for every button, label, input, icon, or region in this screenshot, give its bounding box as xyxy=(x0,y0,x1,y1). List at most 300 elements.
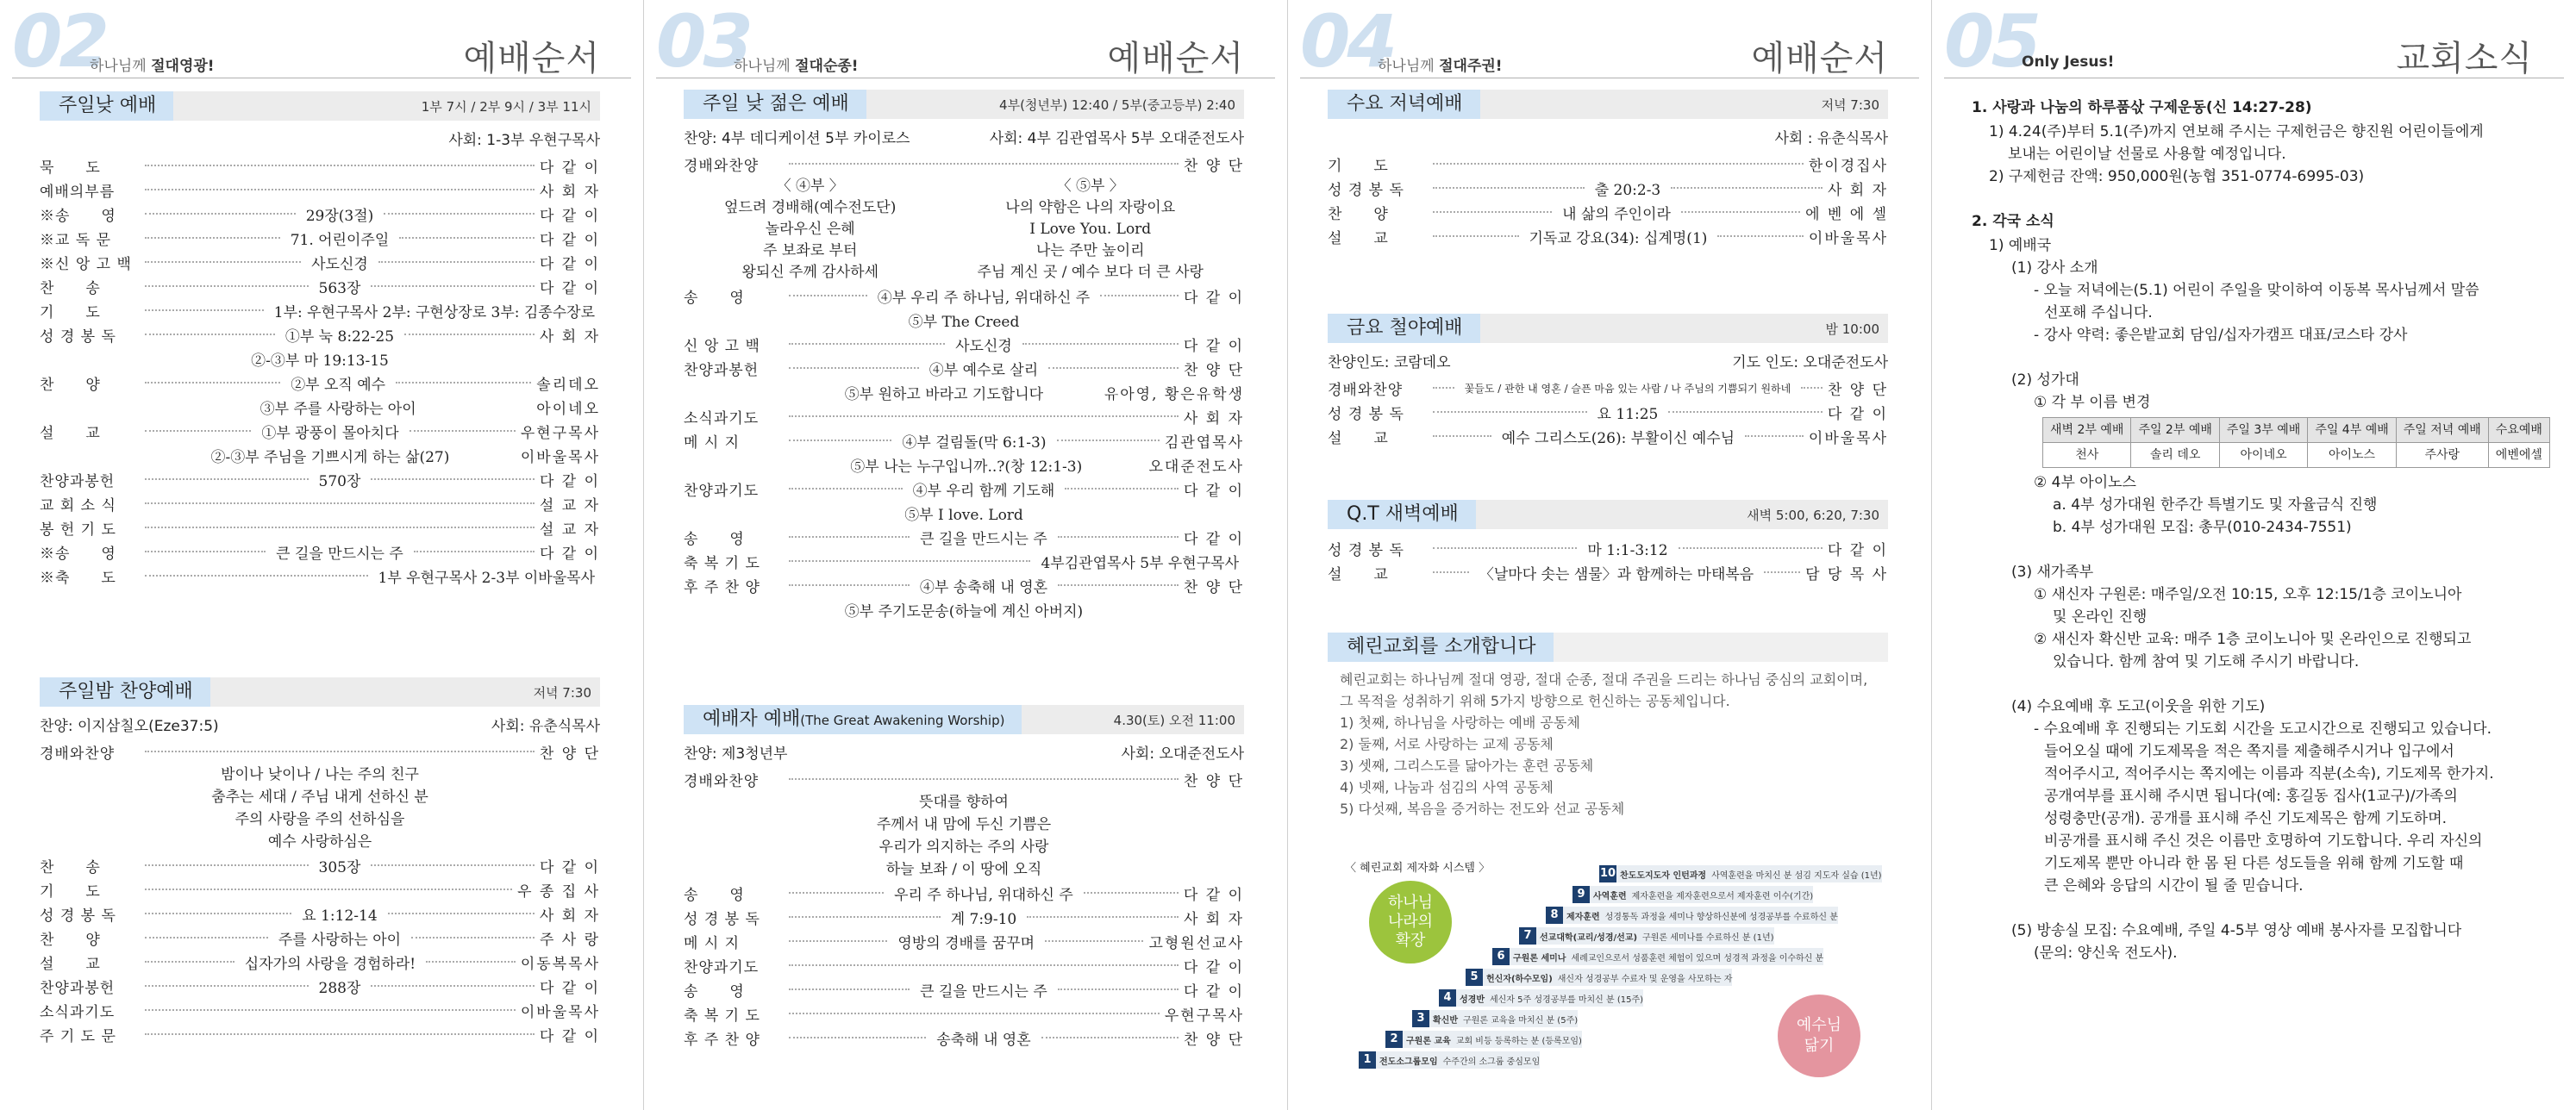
section-title-text: Q.T 새벽예배 xyxy=(1347,503,1459,525)
dotted-leader xyxy=(388,913,535,914)
order-person: 찬 양 단 xyxy=(1827,381,1889,399)
dotted-leader xyxy=(1058,988,1179,990)
church-news xyxy=(1972,97,2541,964)
order-row xyxy=(684,905,1244,929)
dotted-leader xyxy=(145,985,309,987)
page-02 xyxy=(0,0,644,1110)
step-number: 2 xyxy=(1385,1031,1403,1048)
order-label: 메 시 지 xyxy=(684,433,741,452)
discipleship-step xyxy=(1492,948,1823,965)
news-line: ② 새신자 확신반 교육: 매주 1층 코이노니아 및 온라인으로 진행되고 xyxy=(2034,631,2472,648)
presider: 기도 인도: 오대준전도사 xyxy=(1732,354,1888,371)
song-title: 밤이나 낮이나 / 나는 주의 친구 xyxy=(221,766,419,783)
order-item: ④부 우리 함께 기도해 xyxy=(912,482,1055,500)
table-cell: 아이네오 xyxy=(2219,443,2307,468)
order-item: 305장 xyxy=(318,858,361,876)
order-row xyxy=(684,767,1244,791)
step-number: 6 xyxy=(1492,948,1510,965)
order-label: 축 복 기 도 xyxy=(684,554,760,572)
order-person: 설 교 자 xyxy=(539,521,600,539)
page-number: 05 xyxy=(1944,0,2038,84)
dotted-leader xyxy=(1084,892,1179,894)
news-title-departments: 2. 각국 소식 xyxy=(1972,213,2054,230)
order-label: 송 영 xyxy=(684,289,745,307)
order-label: 기 도 xyxy=(40,882,101,901)
section-church-intro xyxy=(1328,633,1888,820)
dotted-leader xyxy=(145,165,535,166)
page-title: 예배순서 xyxy=(1751,39,1888,78)
news-line: 비공개를 표시해 주신 것은 이름만 호명하여 기도합니다. 우리 자신의 xyxy=(2044,832,2483,850)
section-title xyxy=(1328,500,1476,529)
news-line: 큰 은혜와 응답의 시간이 될 줄 믿습니다. xyxy=(2044,877,2304,895)
news-line: 보내는 어린이날 선물로 사용할 예정입니다. xyxy=(2008,146,2286,163)
page-slogan: 하나님께 절대순종! xyxy=(734,58,859,75)
order-person: 유아영, 황은유학생 xyxy=(1104,385,1244,403)
order-item: 내 삶의 주인이라 xyxy=(1562,205,1671,223)
order-person: 다 같 이 xyxy=(1183,482,1245,500)
order-label: 소식과기도 xyxy=(40,1003,116,1021)
order-row xyxy=(684,404,1244,428)
order-row xyxy=(40,443,600,467)
news-line: (1) 강사 소개 xyxy=(2011,259,2098,277)
section-title-text: 예배자 예배 xyxy=(703,708,801,730)
order-person: 찬 양 단 xyxy=(1183,1031,1245,1049)
news-line: 적어주시고, 적어주시는 쪽지에는 이름과 직분(소속), 기도제목 한가지. xyxy=(2044,765,2494,783)
discipleship-step xyxy=(1439,989,1643,1007)
dotted-leader xyxy=(1679,547,1823,549)
order-label: 찬양과봉헌 xyxy=(684,361,760,379)
order-person: 사 회 자 xyxy=(1183,409,1244,427)
order-row xyxy=(40,274,600,298)
step-number: 4 xyxy=(1439,989,1456,1007)
dotted-leader xyxy=(145,961,234,963)
dotted-leader xyxy=(1065,488,1179,490)
order-row xyxy=(684,452,1244,477)
table-cell: 에벤에셀 xyxy=(2488,443,2549,468)
order-row xyxy=(40,877,600,901)
news-line: 2) 구제헌금 잔액: 950,000원(농협 351-0774-6995-03) xyxy=(1989,168,2365,185)
order-person: 찬 양 단 xyxy=(539,745,600,763)
order-row xyxy=(684,597,1244,621)
order-item: ⑤부 주기도문송(하늘에 계신 아버지) xyxy=(844,602,1084,620)
order-label: 설 교 xyxy=(40,955,101,973)
dotted-leader xyxy=(145,575,368,577)
order-row xyxy=(1328,176,1888,200)
hymn-leader: 찬양: 4부 데디케이션 5부 카이로스 xyxy=(684,130,910,147)
dotted-leader xyxy=(789,1037,926,1038)
dotted-leader xyxy=(1681,211,1800,213)
order-label: 교 회 소 식 xyxy=(40,496,116,514)
intro-line: 4) 넷째, 나눔과 섬김의 사역 공동체 xyxy=(1340,779,1554,795)
dotted-leader xyxy=(1433,411,1587,413)
news-line: (5) 방송실 모집: 수요예배, 주일 4-5부 영상 예배 봉사자를 모집합니다 xyxy=(2011,922,2462,939)
order-label: 송 영 xyxy=(684,886,745,904)
dotted-leader xyxy=(789,916,941,918)
order-row xyxy=(40,395,600,419)
order-row xyxy=(40,202,600,226)
order-row xyxy=(40,153,600,178)
order-row xyxy=(1328,224,1888,248)
dotted-leader xyxy=(1433,187,1585,189)
step-name: 사역훈련 xyxy=(1593,891,1627,901)
dotted-leader xyxy=(1058,584,1179,586)
step-desc: 제자훈련을 제자훈련으로서 제자훈련 이수(기간) xyxy=(1631,891,1814,901)
order-person: 이바울목사 xyxy=(520,1003,600,1021)
order-label: ※교 독 문 xyxy=(40,231,112,249)
order-item: 288장 xyxy=(318,979,361,997)
step-number: 3 xyxy=(1412,1010,1429,1027)
dotted-leader xyxy=(1058,536,1179,538)
order-person: 다 같 이 xyxy=(539,231,601,249)
order-item: 예수 그리스도(26): 부활이신 예수님 xyxy=(1501,429,1735,447)
hymn-leader: 찬양인도: 코람데오 xyxy=(1328,354,1451,371)
order-item: ②-③부 주님을 기쁘시게 하는 삶(27) xyxy=(210,448,450,466)
hymn-leader: 찬양: 이지삼칠오(Eze37:5) xyxy=(40,718,219,735)
table-header-cell: 새벽 2부 예배 xyxy=(2043,418,2131,443)
step-name: 확신반 xyxy=(1433,1015,1458,1026)
order-label: ※송 영 xyxy=(40,545,116,563)
section-title-text: 주일낮 예배 xyxy=(59,95,157,116)
order-item: 큰 길을 만드시는 주 xyxy=(276,545,403,563)
order-person: 사 회 자 xyxy=(539,907,600,925)
news-line: ② 4부 아이노스 xyxy=(2034,474,2136,491)
dotted-leader xyxy=(1433,435,1491,437)
order-person: 김관엽목사 xyxy=(1164,433,1245,452)
order-person: 다 같 이 xyxy=(539,472,601,490)
section-header xyxy=(684,90,1244,119)
section-title-sub: (The Great Awakening Worship) xyxy=(800,713,1005,728)
news-line: 기도제목 뿐만 아니라 한 몸 된 다른 성도들을 위해 함께 기도할 때 xyxy=(2044,855,2464,872)
order-item: ①부 광풍이 몰아치다 xyxy=(261,424,399,442)
discipleship-step xyxy=(1385,1031,1582,1048)
dotted-leader xyxy=(789,892,884,894)
order-label: ※송 영 xyxy=(40,207,116,225)
song-title: 〈 ④부 〉 xyxy=(776,178,844,195)
dotted-leader xyxy=(1433,571,1469,573)
page-number: 04 xyxy=(1300,0,1394,84)
news-line: 1) 예배국 xyxy=(1989,237,2052,254)
dotted-leader xyxy=(1671,187,1823,189)
dotted-leader xyxy=(789,367,919,369)
order-person: 이동복목사 xyxy=(520,955,600,973)
dotted-leader xyxy=(145,551,266,552)
order-item: 570장 xyxy=(318,472,361,490)
section-worshipper-worship xyxy=(684,705,1244,1050)
presider: 사회: 1-3부 우현구목사 xyxy=(448,132,600,149)
order-person: 사 회 자 xyxy=(539,183,600,201)
section-time: 4.30(토) 오전 11:00 xyxy=(1113,712,1235,728)
order-person: 다 같 이 xyxy=(539,1027,600,1045)
step-desc: 구원론 교육을 마치신 분 (5주) xyxy=(1462,1015,1579,1026)
order-person: 사 회 자 xyxy=(1183,910,1245,928)
order-person: 다 같 이 xyxy=(539,159,600,177)
dotted-leader xyxy=(145,382,280,384)
dotted-leader xyxy=(1433,163,1804,165)
order-item: 71. 어린이주일 xyxy=(290,231,390,249)
dotted-leader xyxy=(145,430,251,432)
section-header xyxy=(1328,500,1888,529)
page-slogan: 하나님께 절대주권! xyxy=(1378,58,1503,75)
order-item: 꽃들도 / 관한 내 영혼 / 슬픈 마음 있는 사람 / 나 주님의 기쁨되기 원하네 xyxy=(1464,382,1791,395)
order-row xyxy=(40,419,600,443)
news-line: a. 4부 성가대원 한주간 특별기도 및 자율금식 진행 xyxy=(2053,496,2378,514)
order-label: 찬양과기도 xyxy=(684,958,760,976)
table-header-cell: 주일 2부 예배 xyxy=(2131,418,2219,443)
section-sunday-night-worship xyxy=(40,677,600,1046)
order-row xyxy=(684,308,1244,332)
dotted-leader xyxy=(145,751,535,752)
order-item: 마 1:1-3:12 xyxy=(1587,541,1668,559)
news-line: - 수요예배 후 진행되는 기도회 시간을 도고시간으로 진행되고 있습니다. xyxy=(2034,720,2492,738)
order-row xyxy=(684,428,1244,452)
order-person: 다 같 이 xyxy=(1827,541,1888,559)
section-title xyxy=(1328,314,1480,343)
order-item: ①부 눅 8:22-25 xyxy=(284,327,395,346)
dotted-leader xyxy=(1668,411,1823,413)
news-line: - 오늘 저녁에는(5.1) 어린이 주일을 맞이하여 이동복 목사님께서 말씀 xyxy=(2034,282,2479,299)
section-title xyxy=(40,677,210,707)
order-item: 요 1:12-14 xyxy=(302,907,378,925)
step-desc: 구원론 세미나를 수료하신 분 (1년) xyxy=(1642,932,1774,943)
section-title xyxy=(684,90,866,119)
order-person: 사 회 자 xyxy=(1827,181,1889,199)
order-label: 후 주 찬 양 xyxy=(684,578,760,596)
page-04 xyxy=(1288,0,1932,1110)
dotted-leader xyxy=(145,261,301,263)
order-person: 담 당 목 사 xyxy=(1805,565,1888,583)
order-label: 소식과기도 xyxy=(684,409,760,427)
dotted-leader xyxy=(1048,367,1179,369)
order-row xyxy=(684,929,1244,953)
table-cell: 아이노스 xyxy=(2308,443,2396,468)
section-title-text: 주일밤 찬양예배 xyxy=(59,681,193,702)
order-person: 한이경집사 xyxy=(1808,157,1888,175)
section-sunday-day-worship xyxy=(40,91,600,588)
table-header-cell: 수요예배 xyxy=(2488,418,2549,443)
song-title: 나의 약함은 나의 자랑이요 xyxy=(1005,199,1176,216)
order-person: 다 같 이 xyxy=(539,255,600,273)
dotted-leader xyxy=(145,864,309,866)
dotted-leader xyxy=(1801,387,1823,389)
dotted-leader xyxy=(371,478,535,480)
order-row xyxy=(1328,560,1888,584)
news-line: 성령충만(공개). 공개를 표시해 주신 기도제목은 함께 기도하며. xyxy=(2044,810,2448,827)
dotted-leader xyxy=(145,237,280,239)
table-cell: 천사 xyxy=(2043,443,2131,468)
order-label: 신 앙 고 백 xyxy=(684,337,760,355)
song-title: 주님 계신 곳 / 예수 보다 더 큰 사랑 xyxy=(977,264,1204,281)
step-number: 5 xyxy=(1466,969,1483,986)
news-line: 들어오실 때에 기도제목을 적은 쪽지를 제출해주시거나 입구에서 xyxy=(2044,743,2454,760)
page-05 xyxy=(1932,0,2576,1110)
dotted-leader xyxy=(1764,571,1800,573)
dotted-leader xyxy=(371,985,535,987)
news-line: ① 새신자 구원론: 매주일/오전 10:15, 오후 12:15/1층 코이노니아 xyxy=(2034,586,2462,603)
hymn-presider-row xyxy=(684,741,1244,767)
step-desc: 세신자 5주 성경공부를 마치신 분 (15주) xyxy=(1489,995,1644,1005)
order-row xyxy=(684,477,1244,501)
song-title: I Love You. Lord xyxy=(1029,221,1152,238)
order-person: 우현구목사 xyxy=(520,424,600,442)
dotted-leader xyxy=(378,261,535,263)
step-desc: 사역훈련을 마치신 분 섬김 지도자 실습 (1년) xyxy=(1711,870,1882,881)
order-person: 다 같 이 xyxy=(539,858,601,876)
dotted-leader xyxy=(789,440,891,441)
dotted-leader xyxy=(1057,440,1160,441)
hymn-presider-row xyxy=(1328,350,1888,376)
dotted-leader xyxy=(789,988,910,990)
song-title: 뜻대를 향하여 xyxy=(919,794,1009,811)
section-time: 저녁 7:30 xyxy=(533,684,591,701)
order-row xyxy=(40,998,600,1022)
order-row xyxy=(684,549,1244,573)
order-row xyxy=(40,298,600,322)
section-header xyxy=(40,91,600,121)
dotted-leader xyxy=(1045,940,1143,942)
order-row xyxy=(684,284,1244,308)
order-label: 성 경 봉 독 xyxy=(1328,405,1404,423)
dotted-leader xyxy=(399,237,535,239)
order-row xyxy=(684,332,1244,356)
dotted-leader xyxy=(145,334,275,335)
table-header-cell: 주일 4부 예배 xyxy=(2308,418,2396,443)
order-item: 계 7:9-10 xyxy=(950,910,1017,928)
dotted-leader xyxy=(404,334,535,335)
step-number: 9 xyxy=(1572,886,1590,903)
discipleship-step xyxy=(1412,1010,1578,1027)
step-name: 구원론 교육 xyxy=(1406,1036,1451,1046)
order-person: 다 같 이 xyxy=(1827,405,1888,423)
dotted-leader xyxy=(145,1009,516,1011)
order-label: 경배와찬양 xyxy=(684,772,760,790)
intro-line: 혜린교회는 하나님께 절대 영광, 절대 순종, 절대 주권을 드리는 하나님 중심의 교회이며, xyxy=(1340,671,1868,688)
order-person: 다 같 이 xyxy=(1183,530,1245,548)
order-row xyxy=(40,564,600,588)
dotted-leader xyxy=(145,478,309,480)
order-label: 경배와찬양 xyxy=(684,157,760,175)
dotted-leader xyxy=(145,1033,535,1035)
order-row xyxy=(1328,200,1888,224)
step-name: 제자훈련 xyxy=(1566,912,1600,922)
dotted-leader xyxy=(789,560,1030,562)
news-line: - 강사 약력: 좋은밭교회 담임/십자가캠프 대표/코스타 강사 xyxy=(2034,327,2408,344)
order-label: 찬 양 xyxy=(40,376,101,394)
song-columns xyxy=(684,176,1244,284)
order-row xyxy=(40,178,600,202)
order-label: 성 경 봉 독 xyxy=(1328,541,1404,559)
order-item: 송축해 내 영혼 xyxy=(936,1031,1031,1049)
section-qt-dawn-worship xyxy=(1328,500,1888,584)
order-person: 설 교 자 xyxy=(539,496,600,514)
song-title: 왕되신 주께 감사하세 xyxy=(741,264,878,281)
dotted-leader xyxy=(1041,1037,1179,1038)
intro-line: 5) 다섯째, 복음을 증거하는 전도와 선교 공동체 xyxy=(1340,801,1625,817)
order-label: ※신 앙 고 백 xyxy=(40,255,132,273)
dotted-leader xyxy=(1027,916,1179,918)
dotted-leader xyxy=(1745,435,1804,437)
order-person: 오대준전도사 xyxy=(1148,458,1245,476)
order-label: 기 도 xyxy=(40,303,101,321)
dotted-leader xyxy=(789,163,1179,165)
order-label: 설 교 xyxy=(1328,229,1389,247)
discipleship-step xyxy=(1546,907,1838,924)
song-title: 주께서 내 맘에 두신 기쁨은 xyxy=(876,816,1052,833)
dotted-leader xyxy=(396,382,531,384)
order-person: 찬 양 단 xyxy=(1183,361,1245,379)
news-line: 선포해 주십니다. xyxy=(2044,304,2153,321)
order-item: 1부: 우현구목사 2부: 구현상장로 3부: 김종수장로 xyxy=(273,303,595,321)
step-desc: 수주간의 소그룹 중심모임 xyxy=(1442,1057,1541,1067)
step-desc: 교회 비등 등록하는 분 (등록모임) xyxy=(1455,1036,1582,1046)
order-item: ⑤부 원하고 바라고 기도합니다 xyxy=(844,385,1044,403)
step-name: 성경반 xyxy=(1460,995,1485,1005)
section-title: 혜린교회를 소개합니다 xyxy=(1328,633,1554,662)
intro-line: 2) 둘째, 서로 사랑하는 교제 공동체 xyxy=(1340,736,1554,752)
order-label: 기 도 xyxy=(1328,157,1389,175)
order-label: 경배와찬양 xyxy=(40,745,116,763)
dotted-leader xyxy=(789,1013,1160,1014)
section-title-text: 수요 저녁예배 xyxy=(1347,93,1463,115)
order-row xyxy=(1328,536,1888,560)
order-row xyxy=(40,1022,600,1046)
order-person: 이바울목사 xyxy=(520,448,600,466)
order-row xyxy=(40,467,600,491)
news-title-relief: 1. 사랑과 나눔의 하루품삯 구제운동(신 14:27-28) xyxy=(1972,99,2312,116)
order-row xyxy=(40,901,600,926)
dotted-leader xyxy=(384,213,535,215)
discipleship-diagram xyxy=(1328,853,1882,1103)
dotted-leader xyxy=(411,937,535,939)
dotted-leader xyxy=(426,961,516,963)
order-person: 주 사 랑 xyxy=(539,931,601,949)
discipleship-step xyxy=(1572,886,1813,903)
christlike-circle: 예수님 닮기 xyxy=(1778,995,1860,1077)
order-row xyxy=(684,953,1244,977)
order-row xyxy=(1328,424,1888,448)
step-desc: 성경통독 과정을 세미나 향상하신분에 성경공부를 수료하신 분 xyxy=(1604,912,1838,922)
dotted-leader xyxy=(371,864,535,866)
page-title: 예배순서 xyxy=(463,39,600,78)
order-label: 성 경 봉 독 xyxy=(1328,181,1404,199)
order-item: ②-③부 마 19:13-15 xyxy=(251,352,389,370)
order-item: ④부 걸림돌(막 6:1-3) xyxy=(902,433,1047,452)
section-time: 밤 10:00 xyxy=(1825,321,1879,337)
step-desc: 새신자 성경공부 수료자 및 운영을 사모하는 자 xyxy=(1557,974,1733,984)
dotted-leader xyxy=(1433,547,1577,549)
discipleship-step xyxy=(1599,865,1882,882)
order-item: ⑤부 The Creed xyxy=(908,313,1020,331)
order-label: 송 영 xyxy=(684,530,745,548)
order-person: 다 같 이 xyxy=(539,979,601,997)
order-label: 경배와찬양 xyxy=(1328,381,1404,399)
page-slogan: Only Jesus! xyxy=(2022,53,2115,71)
dotted-leader xyxy=(145,309,264,311)
dotted-leader xyxy=(145,189,535,190)
step-number: 1 xyxy=(1359,1051,1376,1069)
order-row xyxy=(684,881,1244,905)
step-number: 10 xyxy=(1599,865,1616,882)
order-row xyxy=(684,1001,1244,1026)
section-time: 새벽 5:00, 6:20, 7:30 xyxy=(1747,507,1879,523)
order-label: 찬 송 xyxy=(40,279,101,297)
dotted-leader xyxy=(1433,387,1454,389)
order-row xyxy=(684,525,1244,549)
order-label: 주 기 도 문 xyxy=(40,1027,116,1045)
song-title: 춤추는 세대 / 주님 내게 선하신 분 xyxy=(211,789,428,806)
section-time: 1부 7시 / 2부 9시 / 3부 11시 xyxy=(421,98,591,115)
song-title: 우리가 의지하는 주의 사랑 xyxy=(878,839,1049,856)
song-column xyxy=(977,176,1203,284)
